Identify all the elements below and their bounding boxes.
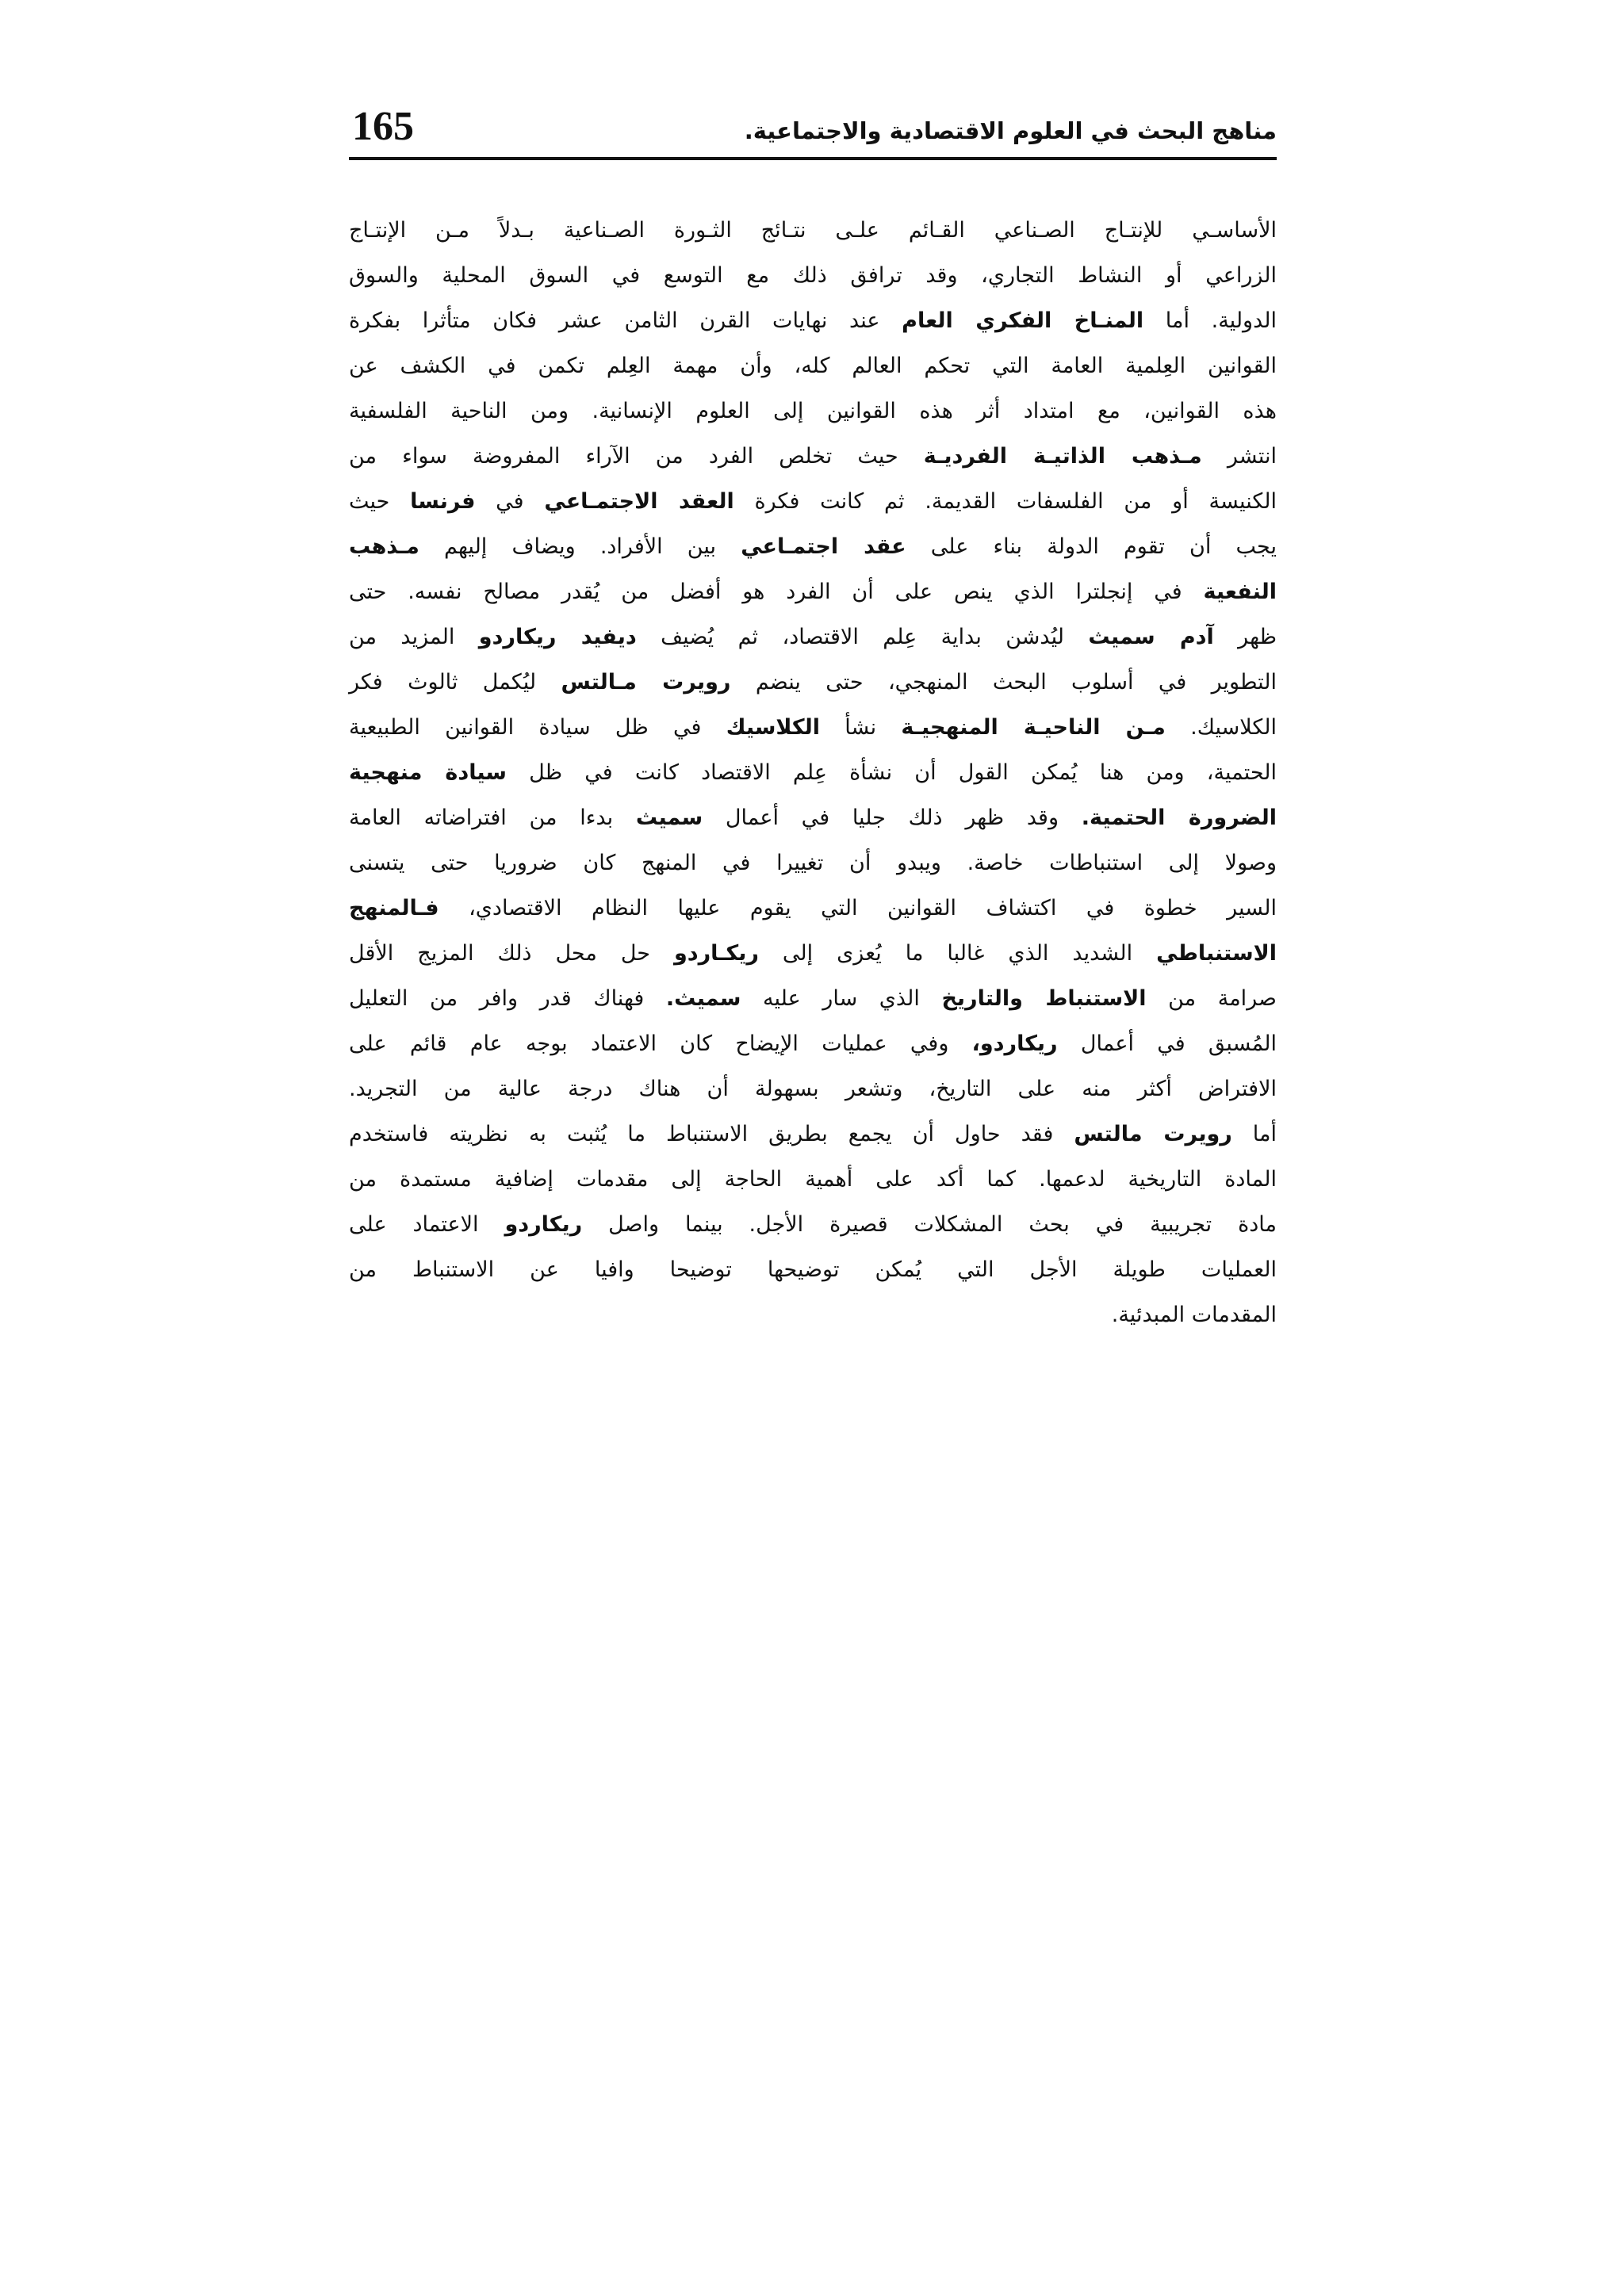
text-run: المادة التاريخية لدعمها. كما أكد على أهمية الحاجة إلى مقدمات إضافية مستمدة من: [349, 1167, 1277, 1192]
bold-term: فـالمنهج: [349, 896, 439, 920]
bold-term: سميث.: [665, 986, 741, 1011]
bold-term: رويرت مـالتس: [561, 670, 731, 695]
text-line: [349, 705, 1277, 750]
text-line: [349, 795, 1277, 840]
bold-term: آدم سميث: [1088, 625, 1214, 649]
text-run: الزراعي أو النشاط التجاري، وقد ترافق ذلك مع التوسع في السوق المحلية والسوق: [349, 263, 1277, 288]
text-run: ليُكمل ثالوث فكر: [349, 670, 561, 695]
bold-term: ديفيد ريكاردو: [478, 625, 637, 649]
text-line: [349, 660, 1277, 705]
page-number: 165: [352, 104, 414, 149]
body-paragraph: [349, 208, 1277, 1337]
text-run: المزيد من: [349, 625, 479, 649]
text-run: مادة تجريبية في بحث المشكلات قصيرة الأجل. بينما واصل: [582, 1212, 1277, 1237]
bold-term: رويرت مالتس: [1074, 1122, 1232, 1146]
text-line: [349, 750, 1277, 795]
text-line: [349, 840, 1277, 886]
bold-term: مـذهب: [349, 534, 419, 559]
bold-term: مـذهب الذاتيـة الفرديـة: [923, 444, 1202, 469]
text-line: [349, 298, 1277, 343]
text-run: التطوير في أسلوب البحث المنهجي، حتى ينضم: [730, 670, 1277, 695]
text-line: [349, 1021, 1277, 1066]
text-run: وصولا إلى استنباطات خاصة. ويبدو أن تغييرا في المنهج كان ضروريا حتى يتسنى: [349, 851, 1277, 875]
running-title: مناهج البحث في العلوم الاقتصادية والاجتماعية.: [744, 117, 1277, 144]
text-line: [349, 1292, 1277, 1337]
text-run: حل محل ذلك المزيج الأقل: [349, 941, 674, 966]
bold-term: عقد اجتمـاعي: [741, 534, 906, 559]
bold-term: العقد الاجتمـاعي: [544, 489, 734, 514]
text-run: وقد ظهر ذلك جليا في أعمال: [703, 806, 1082, 830]
text-line: [349, 208, 1277, 253]
bold-term: الضرورة الحتمية.: [1081, 806, 1277, 830]
text-run: المقدمات المبدئية.: [1111, 1303, 1277, 1327]
text-line: [349, 1112, 1277, 1157]
text-line: [349, 1247, 1277, 1292]
text-line: [349, 524, 1277, 569]
text-line: [349, 388, 1277, 434]
text-line: [349, 1066, 1277, 1112]
text-run: ليُدشن بداية عِلم الاقتصاد، ثم يُضيف: [636, 625, 1089, 649]
text-run: الأساسـي للإنتـاج الصـناعي القـائم علـى نتـائج الثـورة الصـناعية بـدلاً مـن الإنتـاج: [349, 218, 1277, 243]
bold-term: ريكاردو: [504, 1212, 583, 1237]
bold-term: ريكـاردو: [673, 941, 759, 966]
header-rule: [349, 157, 1277, 160]
text-run: في ظل سيادة القوانين الطبيعية: [349, 715, 726, 740]
text-run: بدءا من افتراضاته العامة: [349, 806, 636, 830]
text-line: [349, 614, 1277, 660]
text-run: فهناك قدر وافر من التعليل: [349, 986, 666, 1011]
text-run: أما: [1231, 1122, 1277, 1146]
text-run: الحتمية، ومن هنا يُمكن القول أن نشأة عِلم الاقتصاد كانت في ظل: [506, 760, 1277, 785]
text-run: بين الأفراد. ويضاف إليهم: [419, 534, 741, 559]
text-run: عند نهايات القرن الثامن عشر فكان متأثرا بفكرة: [349, 308, 902, 333]
text-line: [349, 886, 1277, 931]
text-line: [349, 479, 1277, 524]
text-run: وفي عمليات الإيضاح كان الاعتماد بوجه عام قائم على: [349, 1031, 972, 1056]
text-run: هذه القوانين، مع امتداد أثر هذه القوانين إلى العلوم الإنسانية. ومن الناحية الفلسفية: [349, 399, 1277, 423]
text-line: [349, 253, 1277, 298]
text-line: [349, 1202, 1277, 1247]
text-run: العمليات طويلة الأجل التي يُمكن توضيحها توضيحا وافيا عن الاستنباط من: [349, 1257, 1277, 1282]
text-run: الشديد الذي غالبا ما يُعزى إلى: [758, 941, 1157, 966]
text-run: الكنيسة أو من الفلسفات القديمة. ثم كانت فكرة: [733, 489, 1277, 514]
text-line: [349, 343, 1277, 388]
text-run: حيث: [349, 489, 411, 514]
text-run: المُسبق في أعمال: [1057, 1031, 1277, 1056]
text-line: [349, 434, 1277, 479]
text-run: يجب أن تقوم الدولة بناء على: [906, 534, 1277, 559]
text-run: فقد حاول أن يجمع بطريق الاستنباط ما يُثبت به نظريته فاستخدم: [349, 1122, 1074, 1146]
text-line: [349, 1157, 1277, 1202]
text-run: السير خطوة في اكتشاف القوانين التي يقوم عليها النظام الاقتصادي،: [439, 896, 1277, 920]
text-run: القوانين العِلمية العامة التي تحكم العالم كله، وأن مهمة العِلم تكمن في الكشف عن: [349, 354, 1277, 378]
text-run: الاعتماد على: [349, 1212, 505, 1237]
text-run: في إنجلترا الذي ينص على أن الفرد هو أفضل من يُقدر مصالح نفسه. حتى: [349, 580, 1204, 604]
bold-term: سميث: [635, 806, 703, 830]
text-run: حيث تخلص الفرد من الآراء المفروضة سواء من: [349, 444, 924, 469]
bold-term: الاستنباطي: [1156, 941, 1277, 966]
bold-term: الكلاسيك: [726, 715, 821, 740]
bold-term: سيادة منهجية: [349, 760, 507, 785]
bold-term: النفعية: [1203, 580, 1277, 604]
bold-term: مـن الناحيـة المنهجيـة: [901, 715, 1166, 740]
bold-term: الاستنباط والتاريخ: [941, 986, 1147, 1011]
text-run: ظهر: [1213, 625, 1277, 649]
text-run: نشأ: [820, 715, 902, 740]
text-line: [349, 569, 1277, 614]
page-header: [349, 87, 1277, 160]
text-run: الدولية. أما: [1143, 308, 1277, 333]
bold-term: ريكاردو،: [971, 1031, 1058, 1056]
text-run: الكلاسيك.: [1165, 715, 1277, 740]
text-run: صرامة من: [1146, 986, 1277, 1011]
text-run: في: [475, 489, 545, 514]
bold-term: فرنسا: [410, 489, 476, 514]
text-line: [349, 976, 1277, 1021]
text-run: انتشر: [1201, 444, 1277, 469]
bold-term: المنـاخ الفكري العام: [902, 308, 1144, 333]
text-run: الافتراض أكثر منه على التاريخ، وتشعر بسهولة أن هناك درجة عالية من التجريد.: [349, 1077, 1277, 1101]
text-run: الذي سار عليه: [741, 986, 942, 1011]
text-line: [349, 931, 1277, 976]
